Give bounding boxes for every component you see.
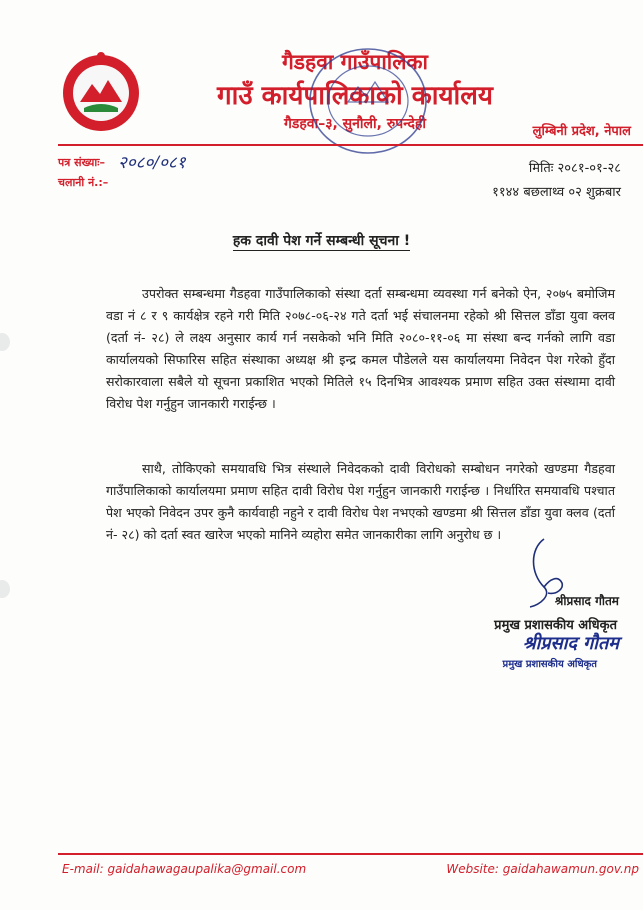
letter-number-value: २०८०/०८१ [118,153,186,173]
stamp-signatory-name: श्रीप्रसाद गौतम [522,633,619,654]
body-paragraph-2 [106,458,615,546]
header-divider [58,144,643,146]
office-name: गाउँ कार्यपालिकाको कार्यालय [217,81,493,111]
stamp-signatory-title: प्रमुख प्रशासकीय अधिकृत [502,659,597,670]
province-name: लुम्बिनी प्रदेश, नेपाल [532,124,631,139]
body-paragraph-1 [106,283,615,415]
body-paragraph-1-text: उपरोक्त सम्बन्धमा गैडहवा गाउँपालिकाको संस्था दर्ता सम्बन्धमा व्यवस्था गर्न बनेको ऐन, २०७५ बमोजिम वडा नं ८ र ९ कार्यक्षेत्र रहने गरी मिति २०७८-०६-२४ गते दर्ता भई संचालनमा रहेको श्री सित्तल डाँडा युवा क्लव (दर्ता नं- २८) ले लक्ष्य अनुसार कार्य गर्न नसकेको भनि मिति २०८०-११-०६ मा संस्था बन्द गर्नको लागि वडा कार्यालयको सिफारिस सहित संस्थाका अध्यक्ष श्री इन्द्र कमल पौडेलले यस कार्यालयमा निवेदन पेश गरेको हुँदा सरोकारवाला सबैले यो सूचना प्रकाशित भएको मितिले १५ दिनभित्र आवश्यक प्रमाण सहित उक्त संस्थामा दावी विरोध पेश गर्नुहुन जानकारी गराईन्छ । [106,286,615,411]
notice-subject-text: हक दावी पेश गर्ने सम्बन्धी सूचना ! [232,233,411,249]
nepal-emblem-icon [58,48,144,134]
body-paragraph-2-text: साथै, तोकिएको समयावधि भित्र संस्थाले निवेदकको दावी विरोधको सम्बोधन नगरेको खण्डमा गैडहवा गाउँपालिकाको कार्यालयमा प्रमाण सहित दावी विरोध पेश गर्नुहुन जानकारी गराईन्छ । निर्धारित समयावधि पश्चात पेश भएको निवेदन उपर कुनै कार्यवाही नहुने र दावी विरोध पेश नभएको खण्डमा श्री सित्तल डाँडा युवा क्लव (दर्ता नं- २८) को दर्ता स्वत खारेज भएको मानिने व्यहोरा समेत जानकारीका लागि अनुरोध छ । [106,461,615,542]
letter-number-label: पत्र संख्याः– [58,156,105,169]
office-address: गैडहवा–३, सुनौली, रुपन्देही [283,116,426,132]
punch-hole [0,580,10,598]
signatory-title: प्रमुख प्रशासकीय अधिकृत [494,618,617,633]
office-seal-icon [303,42,433,160]
municipality-name: गैडहवा गाउँपालिका [281,50,428,74]
signatory-name: श्रीप्रसाद गौतम [554,594,619,608]
notice-subject [0,231,643,250]
footer-website: Website: gaidahawamun.gov.np [446,862,639,876]
dispatch-number-label: चलानी नं.:– [58,176,109,189]
letter-date: मितिः २०८१-०१-२८ [528,161,621,176]
footer-divider [58,853,643,855]
punch-hole [0,333,10,351]
footer-email: E-mail: gaidahawagaupalika@gmail.com [62,862,307,876]
letter-date-alt: ११४४ बछलाथ्व ०२ शुक्रबार [492,185,621,200]
